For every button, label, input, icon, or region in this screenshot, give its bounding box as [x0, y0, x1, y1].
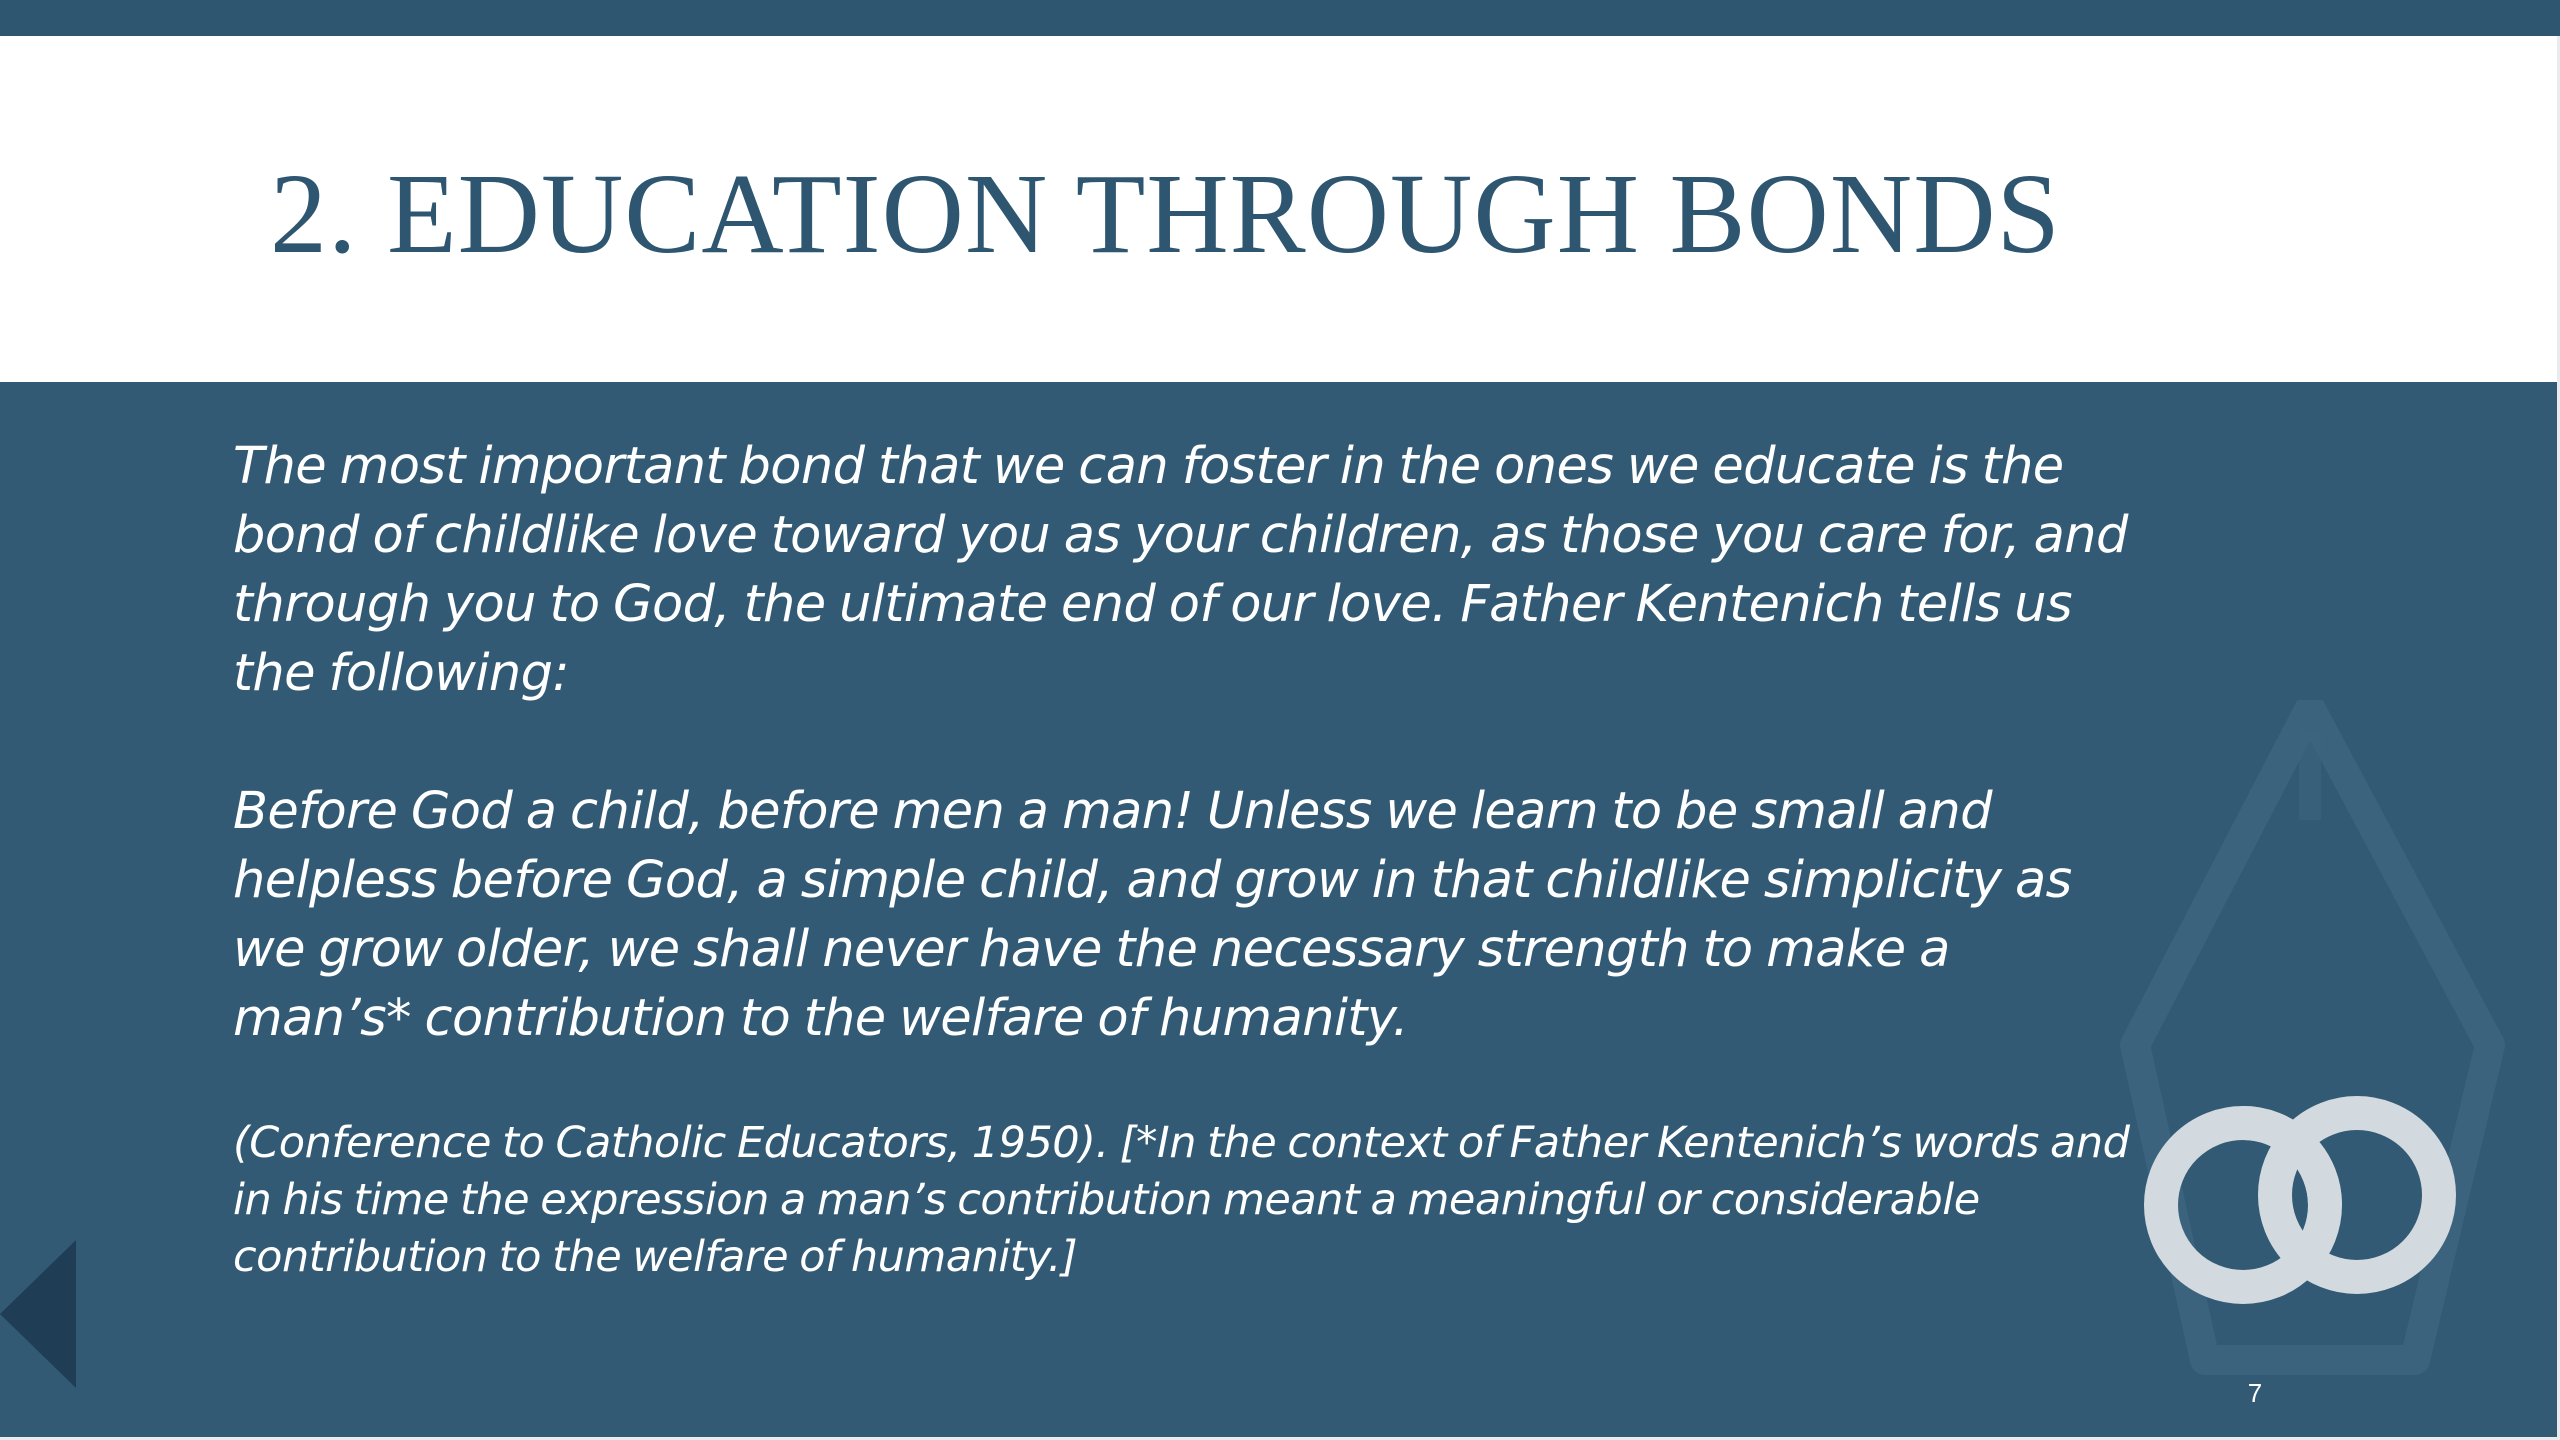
schoenstatt-logo-icon: [2095, 700, 2515, 1400]
intro-paragraph: The most important bond that we can foster in the ones we educate is the bond of childlike love toward you as your children, as those you care for, and through you to God, the ultimate end of our love. Father Kentenich tells us the following:: [233, 437, 2128, 703]
page-number: 7: [2247, 1378, 2263, 1408]
top-bar: [0, 0, 2560, 36]
citation-paragraph: (Conference to Catholic Educators, 1950). [*In the context of Father Kentenich’s words and in his time the expression a man’s contribution meant a meaningful or considerable contribution to the welfare of humanity.]: [233, 1118, 2130, 1282]
slide-title: 2. EDUCATION THROUGH BONDS: [270, 150, 2061, 277]
triangle-left-icon[interactable]: [0, 1240, 80, 1388]
slide-body: [233, 432, 2133, 1286]
quote-paragraph: Before God a child, before men a man! Unless we learn to be small and helpless before God, a simple child, and grow in that childlike simplicity as we grow older, we shall never have the necessary strength to make a man’s* contribution to the welfare of humanity.: [233, 782, 2072, 1048]
